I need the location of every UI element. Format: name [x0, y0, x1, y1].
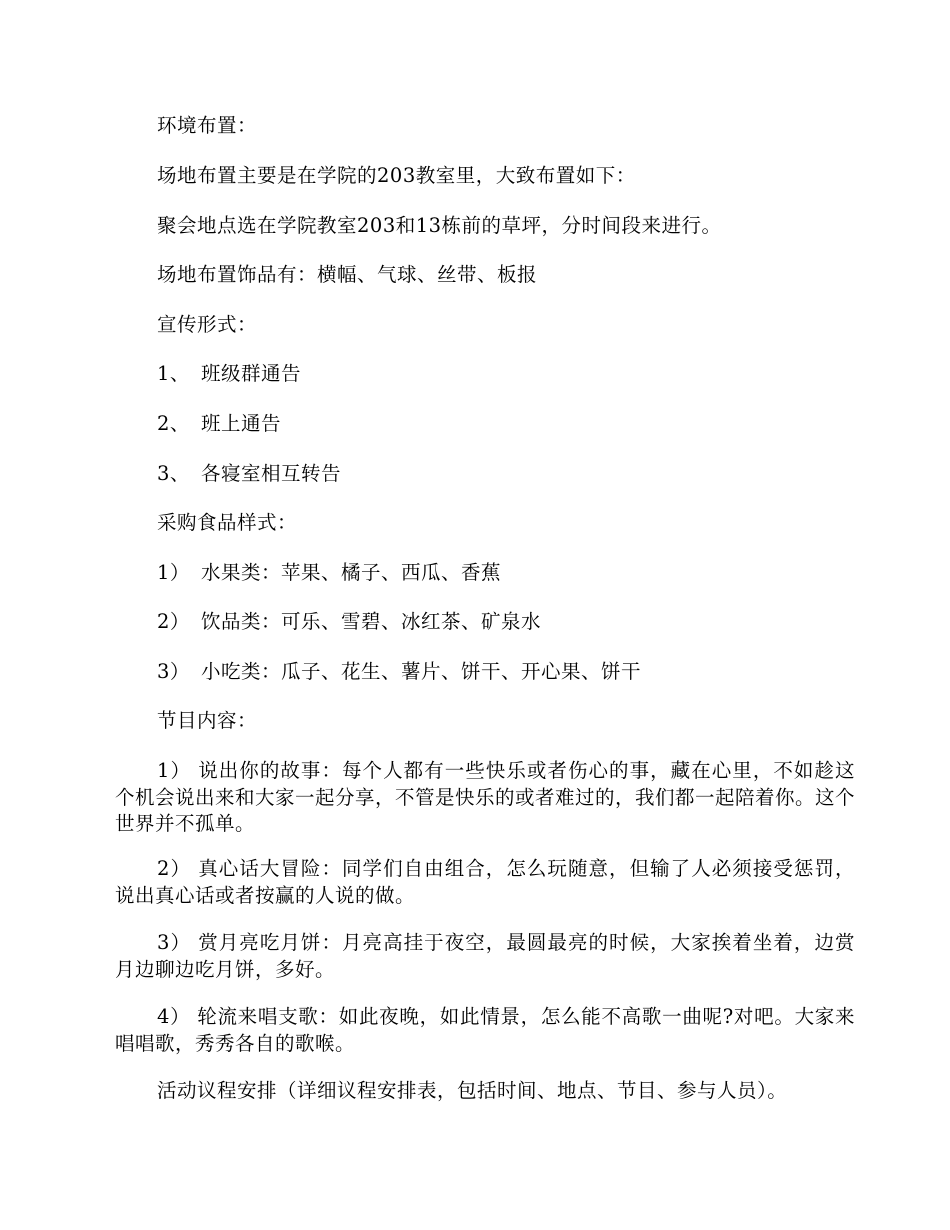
environment-heading: 环境布置：: [157, 114, 258, 137]
promotion-item: [157, 361, 301, 387]
list-number: 2）: [157, 610, 190, 633]
program-heading: 节目内容：: [157, 709, 258, 732]
list-text: 饮品类：可乐、雪碧、冰红茶、矿泉水: [201, 610, 542, 633]
program-paragraph-1: 1） 说出你的故事：每个人都有一些快乐或者伤心的事，藏在心里，不如趁这个机会说出来和大家一起分享，不管是快乐的或者难过的，我们都一起陪着你。这个世界并不孤单。: [115, 759, 856, 835]
food-item: [157, 659, 641, 685]
list-number: 3、: [157, 462, 190, 485]
program-paragraph-3: 3） 赏月亮吃月饼：月亮高挂于夜空，最圆最亮的时候，大家挨着坐着，边赏月边聊边吃月饼，多好。: [115, 931, 855, 981]
food-heading: 采购食品样式：: [157, 511, 298, 534]
venue-main-text: 场地布置主要是在学院的203教室里，大致布置如下：: [157, 164, 636, 187]
promotion-item: [157, 461, 341, 487]
promotion-item: [157, 411, 281, 437]
venue-location-text: 聚会地点选在学院教室203和13栋前的草坪，分时间段来进行。: [157, 214, 722, 237]
list-number: 3）: [157, 660, 190, 683]
list-text: 水果类：苹果、橘子、西瓜、香蕉: [201, 561, 502, 584]
decorations-text: 场地布置饰品有：横幅、气球、丝带、板报: [157, 263, 538, 286]
list-text: 班级群通告: [201, 362, 302, 385]
list-number: 1、: [157, 362, 190, 385]
promotion-heading: 宣传形式：: [157, 313, 258, 336]
list-number: 2、: [157, 412, 190, 435]
list-text: 班上通告: [201, 412, 282, 435]
list-text: 小吃类：瓜子、花生、薯片、饼干、开心果、饼干: [201, 660, 642, 683]
list-number: 1）: [157, 561, 190, 584]
food-item: [157, 560, 501, 586]
agenda-text: 活动议程安排（详细议程安排表，包括时间、地点、节目、参与人员）。: [157, 1079, 788, 1102]
food-item: [157, 609, 541, 635]
program-paragraph-2: 2） 真心话大冒险：同学们自由组合，怎么玩随意，但输了人必须接受惩罚，说出真心话或者按赢的人说的做。: [115, 857, 855, 907]
list-text: 各寝室相互转告: [201, 462, 342, 485]
program-paragraph-4: 4） 轮流来唱支歌：如此夜晚，如此情景，怎么能不高歌一曲呢?对吧。大家来唱唱歌，秀秀各自的歌喉。: [115, 1005, 855, 1055]
